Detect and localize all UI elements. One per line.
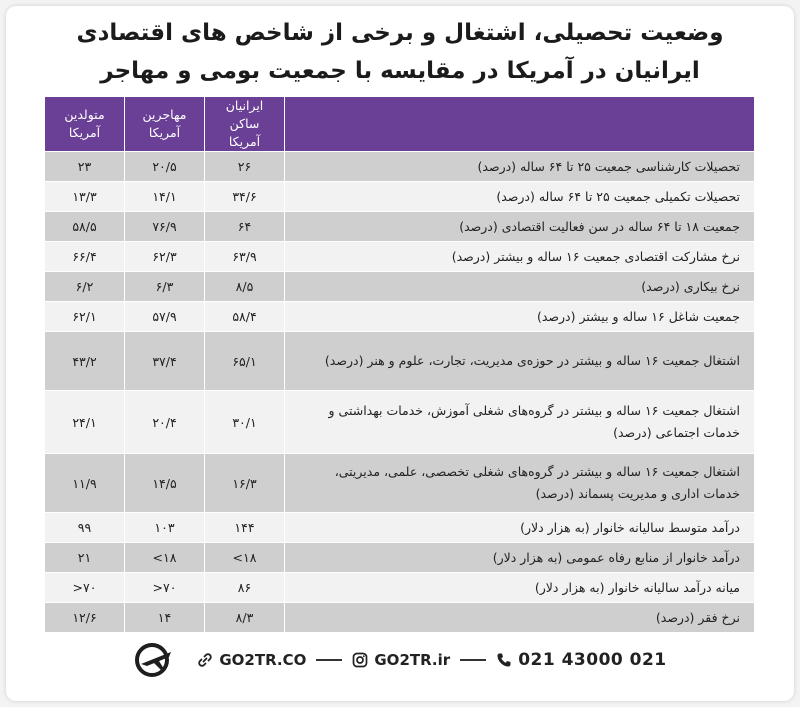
table-row <box>45 302 755 332</box>
cell-iranians: ۱۶/۳ <box>205 454 285 513</box>
cell-immigrants: ۵۷/۹ <box>125 302 205 332</box>
cell-iranians: ۸/۵ <box>205 272 285 302</box>
row-description: جمعیت ۱۸ تا ۶۴ ساله در سن فعالیت اقتصادی (درصد) <box>285 212 755 242</box>
phone-contact[interactable] <box>496 650 666 670</box>
cell-natives: ۶/۲ <box>45 272 125 302</box>
cell-natives: ۶۶/۴ <box>45 242 125 272</box>
row-description: نرخ بیکاری (درصد) <box>285 272 755 302</box>
cell-iranians: ۸۶ <box>205 573 285 603</box>
row-description: درآمد خانوار از منابع رفاه عمومی (به هزار دلار) <box>285 543 755 573</box>
cell-natives: ۶۲/۱ <box>45 302 125 332</box>
cell-immigrants: ۲۰/۵ <box>125 152 205 182</box>
website-contact[interactable] <box>197 651 306 669</box>
table-row <box>45 454 755 513</box>
cell-iranians: ۸/۳ <box>205 603 285 633</box>
comparison-table <box>44 96 755 633</box>
cell-immigrants: ۷۰< <box>125 573 205 603</box>
header-description <box>285 97 755 152</box>
cell-immigrants: ۱۴/۱ <box>125 182 205 212</box>
header-natives <box>45 97 125 152</box>
table-row <box>45 212 755 242</box>
cell-natives: ۱۱/۹ <box>45 454 125 513</box>
cell-immigrants: ۱۴ <box>125 603 205 633</box>
cell-immigrants: ۲۰/۴ <box>125 391 205 454</box>
cell-immigrants: ۶/۳ <box>125 272 205 302</box>
cell-immigrants: ۱۰۳ <box>125 513 205 543</box>
cell-iranians: ۶۳/۹ <box>205 242 285 272</box>
plane-logo-icon <box>133 642 175 678</box>
cell-natives: ۴۳/۲ <box>45 332 125 391</box>
row-description: درآمد متوسط سالیانه خانوار (به هزار دلار) <box>285 513 755 543</box>
row-description: تحصیلات تکمیلی جمعیت ۲۵ تا ۶۴ ساله (درصد) <box>285 182 755 212</box>
row-description: میانه درآمد سالیانه خانوار (به هزار دلار) <box>285 573 755 603</box>
title-line-2: ایرانیان در آمریکا در مقایسه با جمعیت بومی و مهاجر <box>100 58 700 84</box>
title-line-1: وضعیت تحصیلی، اشتغال و برخی از شاخص های اقتصادی <box>76 20 724 46</box>
cell-immigrants: ۷۶/۹ <box>125 212 205 242</box>
row-description: جمعیت شاغل ۱۶ ساله و بیشتر (درصد) <box>285 302 755 332</box>
table-row <box>45 391 755 454</box>
table-row <box>45 152 755 182</box>
header-immigrants-line1: مهاجرین <box>142 107 187 122</box>
cell-natives: ۱۳/۳ <box>45 182 125 212</box>
cell-iranians: ۳۰/۱ <box>205 391 285 454</box>
table-row <box>45 242 755 272</box>
header-natives-line1: متولدین <box>64 107 105 122</box>
row-description: اشتغال جمعیت ۱۶ ساله و بیشتر در حوزه‌ی مدیریت، تجارت، علوم و هنر (درصد) <box>285 332 755 391</box>
table-row <box>45 272 755 302</box>
row-description: نرخ مشارکت اقتصادی جمعیت ۱۶ ساله و بیشتر (درصد) <box>285 242 755 272</box>
row-description: نرخ فقر (درصد) <box>285 603 755 633</box>
table-row <box>45 182 755 212</box>
table-row <box>45 573 755 603</box>
header-iranians-line1: ایرانیان <box>225 98 264 113</box>
cell-natives: ۷۰< <box>45 573 125 603</box>
header-natives-line2: آمریکا <box>68 125 101 140</box>
cell-iranians: ۱۸> <box>205 543 285 573</box>
cell-iranians: ۳۴/۶ <box>205 182 285 212</box>
cell-iranians: ۵۸/۴ <box>205 302 285 332</box>
cell-immigrants: ۶۲/۳ <box>125 242 205 272</box>
footer-separator <box>460 659 486 661</box>
table-row <box>45 603 755 633</box>
cell-immigrants: ۱۸> <box>125 543 205 573</box>
website-text[interactable]: GO2TR.CO <box>219 651 307 669</box>
cell-iranians: ۲۶ <box>205 152 285 182</box>
row-description: اشتغال جمعیت ۱۶ ساله و بیشتر در گروه‌های شغلی آموزش، خدمات بهداشتی و خدمات اجتماعی (درصد) <box>285 391 755 454</box>
page-title <box>20 14 780 90</box>
cell-natives: ۲۱ <box>45 543 125 573</box>
cell-immigrants: ۳۷/۴ <box>125 332 205 391</box>
header-immigrants <box>125 97 205 152</box>
row-description: تحصیلات کارشناسی جمعیت ۲۵ تا ۶۴ ساله (درصد) <box>285 152 755 182</box>
footer <box>0 640 800 680</box>
cell-natives: ۱۲/۶ <box>45 603 125 633</box>
instagram-text[interactable]: GO2TR.ir <box>374 651 451 669</box>
link-icon <box>197 652 213 668</box>
cell-immigrants: ۱۴/۵ <box>125 454 205 513</box>
header-iranians-line2: ساکن آمریکا <box>228 116 261 149</box>
table-row <box>45 543 755 573</box>
cell-iranians: ۶۵/۱ <box>205 332 285 391</box>
header-iranians <box>205 97 285 152</box>
cell-natives: ۹۹ <box>45 513 125 543</box>
instagram-icon <box>352 652 368 668</box>
instagram-contact[interactable] <box>352 651 450 669</box>
phone-text[interactable]: 021 43000 021 <box>518 650 667 670</box>
cell-iranians: ۶۴ <box>205 212 285 242</box>
cell-iranians: ۱۴۴ <box>205 513 285 543</box>
row-description: اشتغال جمعیت ۱۶ ساله و بیشتر در گروه‌های شغلی تخصصی، علمی، مدیریتی، خدمات اداری و مدیریت پسماند (درصد) <box>285 454 755 513</box>
table-row <box>45 513 755 543</box>
footer-separator <box>316 659 342 661</box>
cell-natives: ۲۴/۱ <box>45 391 125 454</box>
phone-icon <box>496 652 512 668</box>
cell-natives: ۵۸/۵ <box>45 212 125 242</box>
table-header-row <box>45 97 755 152</box>
cell-natives: ۲۳ <box>45 152 125 182</box>
table-row <box>45 332 755 391</box>
header-immigrants-line2: آمریکا <box>148 125 181 140</box>
